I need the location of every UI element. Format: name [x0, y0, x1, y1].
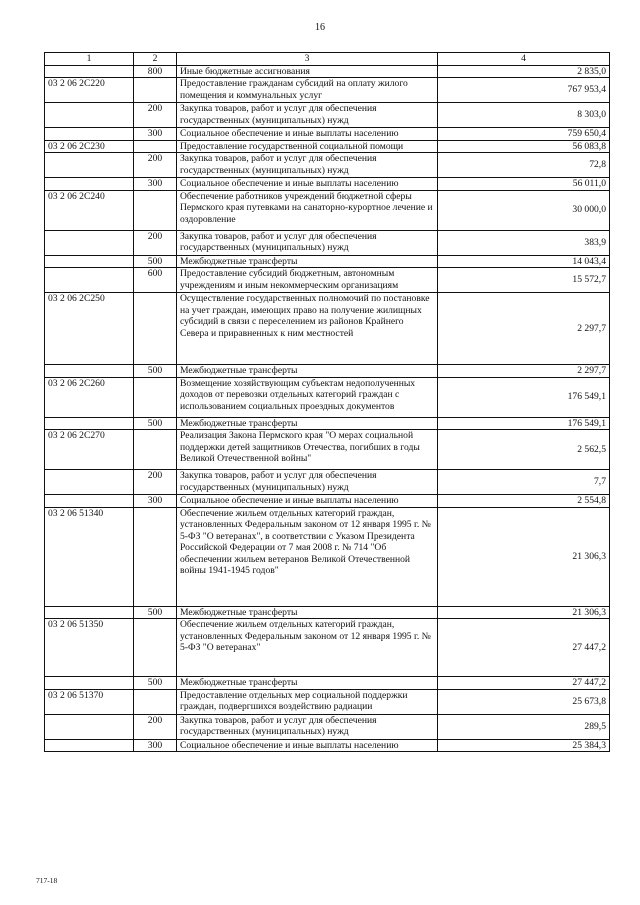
table-row [45, 293, 610, 365]
expense-type-cell: 300 [134, 495, 177, 508]
table-row [45, 178, 610, 191]
expense-type-cell [134, 619, 177, 677]
description-cell: Закупка товаров, работ и услуг для обеспечения государственных (муниципальных) нужд [177, 230, 438, 255]
description-cell: Обеспечение жильем отдельных категорий граждан, установленных Федеральным законом от 12 января 1995 г. № 5-ФЗ "О ветеранах" [177, 619, 438, 677]
expense-type-cell: 800 [134, 65, 177, 78]
description-cell: Возмещение хозяйствующим субъектам недополученных доходов от перевозки отдельных категорий граждан с использованием социальных проездных документов [177, 377, 438, 417]
expense-type-cell [134, 689, 177, 714]
amount-cell: 72,8 [438, 153, 610, 178]
table-row [45, 677, 610, 690]
amount-cell: 767 953,4 [438, 78, 610, 103]
table-row [45, 78, 610, 103]
amount-cell: 2 562,5 [438, 430, 610, 470]
target-code-cell: 03 2 06 2С270 [45, 430, 134, 470]
amount-cell: 2 835,0 [438, 65, 610, 78]
target-code-cell [45, 470, 134, 495]
amount-cell: 21 306,3 [438, 507, 610, 606]
target-code-cell: 03 2 06 51340 [45, 507, 134, 606]
amount-cell: 21 306,3 [438, 606, 610, 619]
target-code-cell: 03 2 06 2С230 [45, 140, 134, 153]
amount-cell: 176 549,1 [438, 417, 610, 430]
description-cell: Предоставление государственной социальной помощи [177, 140, 438, 153]
target-code-cell [45, 417, 134, 430]
expense-type-cell [134, 140, 177, 153]
table-row [45, 689, 610, 714]
amount-cell: 30 000,0 [438, 190, 610, 230]
expense-type-cell: 600 [134, 268, 177, 293]
amount-cell: 56 083,8 [438, 140, 610, 153]
description-cell: Социальное обеспечение и иные выплаты населению [177, 495, 438, 508]
table-row [45, 153, 610, 178]
expense-type-cell [134, 377, 177, 417]
target-code-cell: 03 2 06 51350 [45, 619, 134, 677]
description-cell: Закупка товаров, работ и услуг для обеспечения государственных (муниципальных) нужд [177, 103, 438, 128]
table-row [45, 619, 610, 677]
table-row [45, 190, 610, 230]
amount-cell: 15 572,7 [438, 268, 610, 293]
description-cell: Закупка товаров, работ и услуг для обеспечения государственных (муниципальных) нужд [177, 470, 438, 495]
amount-cell: 759 650,4 [438, 128, 610, 141]
description-cell: Социальное обеспечение и иные выплаты населению [177, 128, 438, 141]
description-cell: Обеспечение работников учреждений бюджетной сферы Пермского края путевками на санаторно-курортное лечение и оздоровление [177, 190, 438, 230]
description-cell: Предоставление субсидий бюджетным, автономным учреждениям и иным некоммерческим организациям [177, 268, 438, 293]
target-code-cell: 03 2 06 2С240 [45, 190, 134, 230]
target-code-cell [45, 677, 134, 690]
expense-type-cell: 500 [134, 255, 177, 268]
expense-type-cell [134, 430, 177, 470]
amount-cell: 14 043,4 [438, 255, 610, 268]
target-code-cell [45, 230, 134, 255]
description-cell: Предоставление отдельных мер социальной поддержки граждан, подвергшихся воздействию радиации [177, 689, 438, 714]
expense-type-cell [134, 78, 177, 103]
amount-cell: 2 554,8 [438, 495, 610, 508]
table-row [45, 230, 610, 255]
expense-type-cell [134, 293, 177, 365]
expense-type-cell: 200 [134, 153, 177, 178]
target-code-cell: 03 2 06 2С260 [45, 377, 134, 417]
amount-cell: 56 011,0 [438, 178, 610, 191]
amount-cell: 2 297,7 [438, 293, 610, 365]
description-cell: Межбюджетные трансферты [177, 417, 438, 430]
table-row [45, 417, 610, 430]
expense-type-cell: 500 [134, 677, 177, 690]
target-code-cell [45, 714, 134, 739]
column-header-1: 1 [45, 53, 134, 66]
target-code-cell [45, 65, 134, 78]
target-code-cell [45, 606, 134, 619]
amount-cell: 289,5 [438, 714, 610, 739]
table-row [45, 103, 610, 128]
amount-cell: 25 673,8 [438, 689, 610, 714]
page-number: 16 [315, 22, 325, 33]
table-row [45, 430, 610, 470]
table-row [45, 606, 610, 619]
table-row [45, 470, 610, 495]
budget-table-body [45, 53, 610, 752]
column-header-4: 4 [438, 53, 610, 66]
target-code-cell: 03 2 06 2С220 [45, 78, 134, 103]
description-cell: Обеспечение жильем отдельных категорий граждан, установленных Федеральным законом от 12 января 1995 г. № 5-ФЗ "О ветеранах", в соответствии с Указом Президента Российской Федерации от 7 мая 2008 г. № 714 "Об обеспечении жильем ветеранов Великой Отечественной войны 1941-1945 годов" [177, 507, 438, 606]
table-header-row [45, 53, 610, 66]
description-cell: Межбюджетные трансферты [177, 677, 438, 690]
expense-type-cell [134, 190, 177, 230]
expense-type-cell [134, 507, 177, 606]
target-code-cell [45, 268, 134, 293]
description-cell: Иные бюджетные ассигнования [177, 65, 438, 78]
description-cell: Социальное обеспечение и иные выплаты населению [177, 178, 438, 191]
expense-type-cell: 300 [134, 128, 177, 141]
amount-cell: 25 384,3 [438, 739, 610, 752]
target-code-cell [45, 128, 134, 141]
target-code-cell [45, 495, 134, 508]
amount-cell: 27 447,2 [438, 619, 610, 677]
description-cell: Закупка товаров, работ и услуг для обеспечения государственных (муниципальных) нужд [177, 714, 438, 739]
amount-cell: 8 303,0 [438, 103, 610, 128]
expense-type-cell: 500 [134, 417, 177, 430]
description-cell: Осуществление государственных полномочий по постановке на учет граждан, имеющих право на получение жилищных субсидий в связи с переселением из районов Крайнего Севера и приравненных к ним местностей [177, 293, 438, 365]
column-header-2: 2 [134, 53, 177, 66]
expense-type-cell: 300 [134, 178, 177, 191]
table-row [45, 65, 610, 78]
target-code-cell [45, 255, 134, 268]
table-row [45, 495, 610, 508]
expense-type-cell: 200 [134, 103, 177, 128]
table-row [45, 377, 610, 417]
expense-type-cell: 200 [134, 230, 177, 255]
column-header-3: 3 [177, 53, 438, 66]
expense-type-cell: 300 [134, 739, 177, 752]
description-cell: Предоставление гражданам субсидий на оплату жилого помещения и коммунальных услуг [177, 78, 438, 103]
description-cell: Межбюджетные трансферты [177, 606, 438, 619]
target-code-cell [45, 739, 134, 752]
description-cell: Реализация Закона Пермского края "О мерах социальной поддержки детей защитников Отечества, погибших в годы Великой Отечественной войны" [177, 430, 438, 470]
target-code-cell: 03 2 06 51370 [45, 689, 134, 714]
expense-type-cell: 200 [134, 714, 177, 739]
table-row [45, 365, 610, 378]
table-row [45, 739, 610, 752]
description-cell: Межбюджетные трансферты [177, 365, 438, 378]
target-code-cell: 03 2 06 2С250 [45, 293, 134, 365]
description-cell: Социальное обеспечение и иные выплаты населению [177, 739, 438, 752]
expense-type-cell: 500 [134, 606, 177, 619]
description-cell: Закупка товаров, работ и услуг для обеспечения государственных (муниципальных) нужд [177, 153, 438, 178]
budget-table [44, 52, 610, 752]
description-cell: Межбюджетные трансферты [177, 255, 438, 268]
target-code-cell [45, 103, 134, 128]
target-code-cell [45, 365, 134, 378]
amount-cell: 2 297,7 [438, 365, 610, 378]
amount-cell: 383,9 [438, 230, 610, 255]
table-row [45, 140, 610, 153]
table-row [45, 268, 610, 293]
table-row [45, 128, 610, 141]
amount-cell: 7,7 [438, 470, 610, 495]
expense-type-cell: 500 [134, 365, 177, 378]
amount-cell: 27 447,2 [438, 677, 610, 690]
table-row [45, 714, 610, 739]
footer-code: 717-18 [36, 876, 58, 885]
target-code-cell [45, 153, 134, 178]
target-code-cell [45, 178, 134, 191]
table-row [45, 507, 610, 606]
amount-cell: 176 549,1 [438, 377, 610, 417]
expense-type-cell: 200 [134, 470, 177, 495]
table-row [45, 255, 610, 268]
